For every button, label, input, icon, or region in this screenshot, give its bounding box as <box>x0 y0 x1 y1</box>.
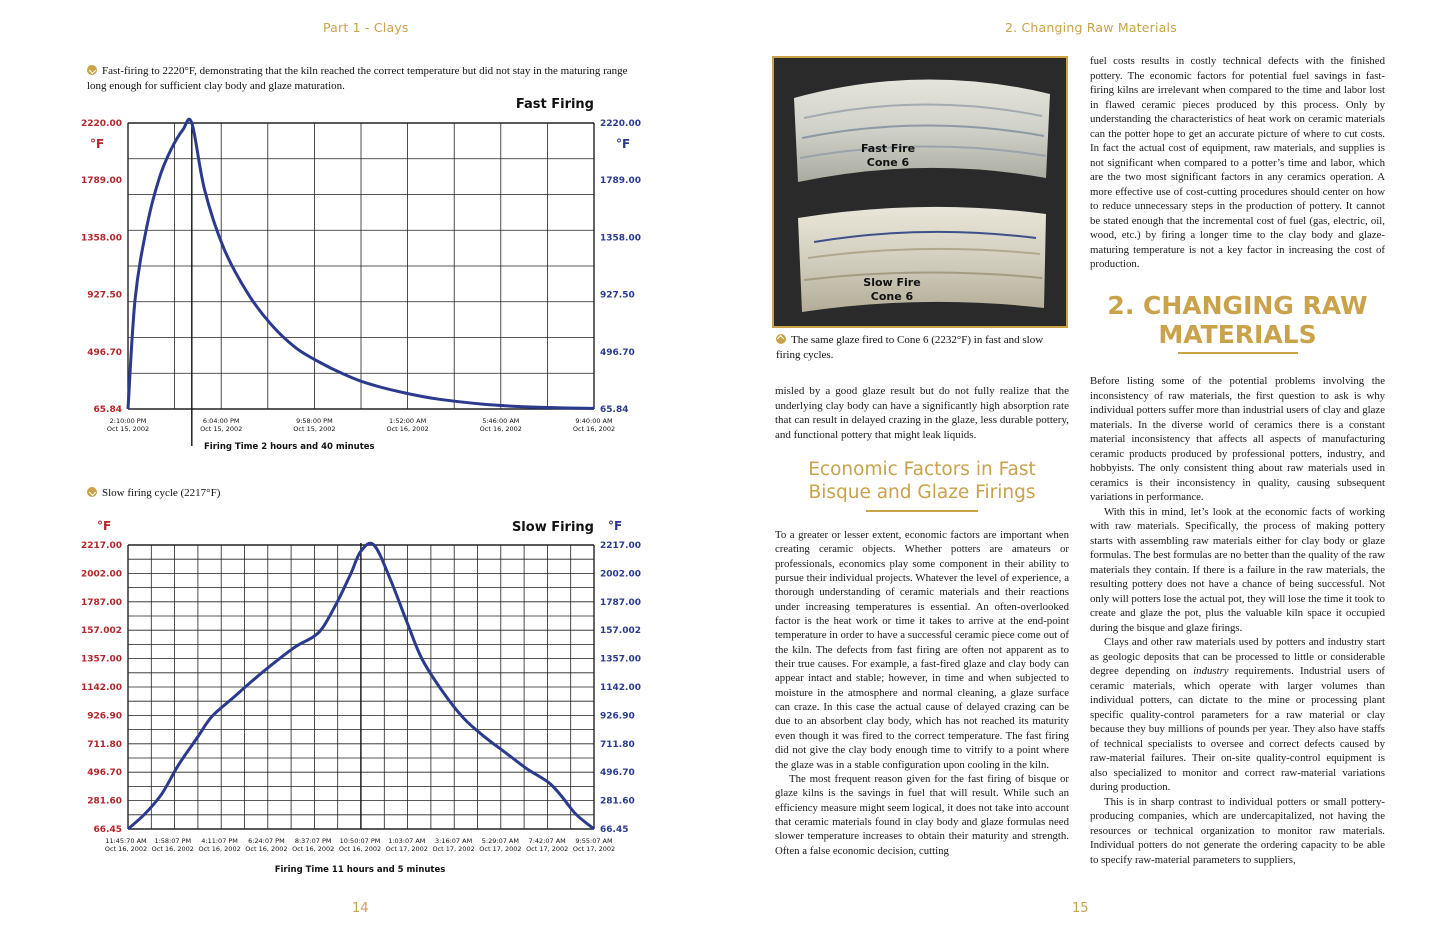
y-tick-label-right: 711.80 <box>600 739 635 750</box>
col2-top-paragraph: fuel costs results in costly technical defects with the finished pottery. The economic factors for potential fuel savings in fast-firing kilns are irrelevant when compared to the time and labor lost in flawed ceramic pieces produced by this process. Only by understanding the characteristics of heat work on ceramic materials can the potter hope to get an accurate picture of where to cut costs. In fact the actual cost of equipment, raw materials, and supplies is not significant when compared to a potter’s time and labor, which are the two most significant factors in any ceramics operation. A more effective use of cost-cutting procedures should center on how to reduce unnecessary steps in the production of pottery. It cannot be stated enough that the incremental cost of fuel (gas, electric, oil, wood, etc.) by firing a longer time to the clay body and glaze-maturing temperature is not a key factor in increasing the cost of production. <box>1090 55 1385 270</box>
y-tick-label-left: 1789.00 <box>81 176 122 187</box>
y-axis-label-left: °F <box>97 519 112 533</box>
col1-top-paragraph: misled by a good glaze result but do not fully realize that the underlying clay body can have a significantly high absorption rate that can result in delayed crazing in the glaze, less durable pottery, and functional pottery that might leak liquids. <box>775 385 1069 441</box>
y-tick-label-right: 1357.00 <box>600 654 641 665</box>
y-tick-label-right: 2220.00 <box>600 119 641 129</box>
x-tick-label: 11:45:70 AM <box>105 837 147 845</box>
chart-title: Fast Firing <box>515 97 594 112</box>
x-tick-label: 9:58:00 PM <box>296 417 333 425</box>
col2-p3-emphasis: industry <box>1193 665 1229 677</box>
x-tick-date-label: Oct 16, 2002 <box>151 845 194 853</box>
y-tick-label-left: 65.84 <box>93 405 122 415</box>
photo-caption <box>776 333 1061 363</box>
slow-firing-chart <box>60 512 660 882</box>
y-tick-label-right: 2217.00 <box>600 541 641 551</box>
x-tick-label: 9:40:00 AM <box>575 417 613 425</box>
folio-right: 15 <box>1072 901 1089 916</box>
running-head-left: Part 1 - Clays <box>323 20 409 35</box>
y-tick-label-left: 2220.00 <box>81 119 122 129</box>
y-tick-label-left: 2217.00 <box>81 541 122 551</box>
slow-fire-label: Slow Fire Cone 6 <box>863 276 921 303</box>
glaze-sample-photo <box>772 56 1068 328</box>
y-tick-label-left: 1787.00 <box>81 597 122 608</box>
col2-paragraph-2: With this in mind, let’s look at the economic facts of working with raw materials. Specifically, the process of making pottery starts with assembling raw materials either for clay body or glaze formulas. The best formulas are no better than the quality of the raw materials they contain. If there is a failure in the raw materials, the resulting pottery does not have a chance of being successful. Not only will potters lose the actual pot, they will lose the time it took to create and glaze the pot, plus the valuable kiln space it occupied during the bisque and glaze firings. <box>1090 505 1385 634</box>
y-tick-label-left: 1142.00 <box>81 683 122 693</box>
slow-caption-text: Slow firing cycle (2217°F) <box>102 487 221 499</box>
col1-paragraph-1: To a greater or lesser extent, economic factors are important when creating ceramic objects. Whether potters are amateurs or professionals, economics play some component in their ability to pursue their individual projects. Whatever the level of experience, a thorough understanding of ceramic materials and their reactions under increasing temperatures is essential. An often-overlooked factor is the heat work or time it takes to arrive at the end-point temperature in order to have a successful ceramic piece come out of the kiln. The defects from fast firing are often not apparent as to their true causes. For example, a fast-fired glaze and clay body can appear intact and stable; however, in time and when subjected to moisture in the atmosphere and normal cleaning, a glaze surface can craze. In this case the actual cause of delayed crazing can be due to an absorbent clay body, which has not reached its maturity even though it was fired to the correct temperature. The fast firing did not give the clay body enough time to vitrify to a point where the glaze was in a stable configuration upon cooling in the kiln. <box>775 529 1069 771</box>
y-tick-label-right: 496.70 <box>600 347 635 358</box>
y-tick-label-left: 496.70 <box>87 768 122 779</box>
col2-p3-text-b: requirements. Industrial users of ceramic materials, which operate with larger volumes than individual potters, can dictate to the mine or processing plant specific quality-control parameters for a raw material or clay because they buy millions of pounds per year. They also have staffs of technical specialists to oversee and correct defects caused by raw-material failures. Their on-site quality-control equipment is also specialized to monitor and correct raw-material variations during production. <box>1090 665 1386 793</box>
x-tick-label: 4:11:07 PM <box>201 837 238 845</box>
x-tick-date-label: Oct 17, 2002 <box>432 845 475 853</box>
x-tick-label: 8:37:07 PM <box>294 837 332 845</box>
x-tick-date-label: Oct 16, 2002 <box>198 845 241 853</box>
y-tick-label-left: 157.002 <box>81 626 122 637</box>
y-tick-label-left: 496.70 <box>87 347 122 358</box>
y-tick-label-left: 281.60 <box>87 796 122 807</box>
y-tick-label-left: 2002.00 <box>81 569 122 580</box>
x-tick-date-label: Oct 16, 2002 <box>245 845 288 853</box>
y-tick-label-right: 496.70 <box>600 768 635 779</box>
x-tick-label: 9:55:07 AM <box>575 837 613 845</box>
subheading-rule <box>866 510 978 512</box>
x-tick-date-label: Oct 15, 2002 <box>293 425 336 433</box>
y-tick-label-left: 1357.00 <box>81 654 122 665</box>
x-tick-label: 6:24:07 PM <box>248 837 285 845</box>
y-tick-label-right: 66.45 <box>600 825 629 835</box>
y-tick-label-right: 1787.00 <box>600 597 641 608</box>
x-tick-label: 10:50:07 PM <box>339 837 381 845</box>
x-tick-date-label: Oct 17, 2002 <box>572 845 616 853</box>
chart-title: Slow Firing <box>511 520 594 535</box>
caption-bullet-icon <box>776 334 786 344</box>
y-tick-label-right: 2002.00 <box>600 569 641 580</box>
y-tick-label-right: 281.60 <box>600 796 635 807</box>
running-head-right: 2. Changing Raw Materials <box>1005 20 1177 35</box>
x-axis-label: Firing Time 2 hours and 40 minutes <box>204 442 375 452</box>
y-tick-label-left: 1358.00 <box>81 233 122 244</box>
fast-firing-chart <box>60 90 660 460</box>
x-tick-date-label: Oct 16, 2002 <box>386 425 429 433</box>
slow-firing-svg <box>60 512 660 882</box>
slow-chart-caption <box>87 486 487 501</box>
y-tick-label-right: 1142.00 <box>600 683 641 693</box>
x-tick-date-label: Oct 16, 2002 <box>479 425 522 433</box>
y-axis-label-right: °F <box>616 137 631 151</box>
y-tick-label-right: 1789.00 <box>600 176 641 187</box>
fast-fire-label: Fast Fire Cone 6 <box>860 142 916 169</box>
col1-paragraph-2: The most frequent reason given for the fast firing of bisque or glaze kilns is the savings in fuel that will result. While such an efficiency measure might seem logical, it does not take into account that ceramic materials found in clay body and glaze formulas need slower temperature increases to obtain their maturity and strength. Often a false economic decision, cutting <box>775 772 1069 857</box>
x-axis-label: Firing Time 11 hours and 5 minutes <box>274 865 446 875</box>
x-tick-date-label: Oct 15, 2002 <box>106 425 150 433</box>
economic-factors-heading: Economic Factors in Fast Bisque and Glaze Firings <box>808 459 1036 503</box>
body-column-2 <box>1090 374 1385 867</box>
fast-firing-svg <box>60 90 660 460</box>
x-tick-label: 5:29:07 AM <box>481 837 519 845</box>
x-tick-date-label: Oct 16, 2002 <box>572 425 616 433</box>
x-tick-label: 1:52:00 AM <box>389 417 427 425</box>
x-tick-label: 1:58:07 PM <box>154 837 192 845</box>
body-column-1-top <box>775 384 1069 442</box>
chapter-heading: 2. CHANGING RAW MATERIALS <box>1107 291 1368 349</box>
y-tick-label-right: 157.002 <box>600 626 641 637</box>
y-axis-label-right: °F <box>608 519 623 533</box>
col2-p3-text-a: Clays and other raw materials used by potters and industry start as geologic deposits that can be processed to little or considerable degree depending on <box>1090 636 1385 677</box>
body-column-2-top <box>1090 54 1385 272</box>
body-column-1 <box>775 528 1069 858</box>
x-tick-label: 2:10:00 PM <box>109 417 147 425</box>
x-tick-date-label: Oct 17, 2002 <box>479 845 522 853</box>
y-axis-label-left: °F <box>90 137 105 151</box>
x-tick-date-label: Oct 16, 2002 <box>292 845 335 853</box>
col2-paragraph-3 <box>1090 635 1385 795</box>
col2-paragraph-4: This is in sharp contrast to individual potters or small pottery-producing companies, which are undercapitalized, not having the resources or technical organization to monitor raw materials. Individual potters do not generate the ordering capacity to be able to specify raw-material parameters to suppliers, <box>1090 795 1385 866</box>
x-tick-label: 1:03:07 AM <box>388 837 426 845</box>
x-tick-date-label: Oct 16, 2002 <box>338 845 382 853</box>
caption-bullet-icon <box>87 65 97 75</box>
y-tick-label-left: 926.90 <box>87 711 122 722</box>
x-tick-label: 3:16:07 AM <box>435 837 473 845</box>
x-tick-label: 6:04:00 PM <box>202 417 240 425</box>
x-tick-label: 7:42:07 AM <box>528 837 566 845</box>
fast-caption-text: Fast-firing to 2220°F, demonstrating that the kiln reached the correct temperature but did not stay in the maturing range long enough for sufficient clay body and glaze maturation. <box>87 65 628 92</box>
caption-bullet-icon <box>87 487 97 497</box>
y-tick-label-right: 926.90 <box>600 711 635 722</box>
x-tick-date-label: Oct 17, 2002 <box>385 845 428 853</box>
y-tick-label-right: 1358.00 <box>600 233 641 244</box>
x-tick-date-label: Oct 16, 2002 <box>104 845 148 853</box>
x-tick-date-label: Oct 15, 2002 <box>200 425 243 433</box>
chapter-heading-rule <box>1178 352 1298 354</box>
folio-left: 14 <box>352 901 369 916</box>
y-tick-label-left: 711.80 <box>87 739 122 750</box>
photo-caption-text: The same glaze fired to Cone 6 (2232°F) in fast and slow firing cycles. <box>776 334 1044 361</box>
y-tick-label-left: 927.50 <box>87 290 122 301</box>
col2-paragraph-1: Before listing some of the potential problems involving the inconsistency of raw materials, the first question to ask is why individual potters suffer more than industrial users of clay and glaze materials. In the diverse world of ceramics there is a constant material inconsistency that affects all aspects of manufacturing ceramic products produced by professional potters, industry, and hobbyists. The only consistent thing about raw materials used in ceramics is their inconsistency in quality, causing subsequent variations in performance. <box>1090 375 1385 503</box>
x-tick-label: 5:46:00 AM <box>482 417 520 425</box>
y-tick-label-left: 66.45 <box>93 825 122 835</box>
y-tick-label-right: 65.84 <box>600 405 629 415</box>
y-tick-label-right: 927.50 <box>600 290 635 301</box>
x-tick-date-label: Oct 17, 2002 <box>526 845 569 853</box>
